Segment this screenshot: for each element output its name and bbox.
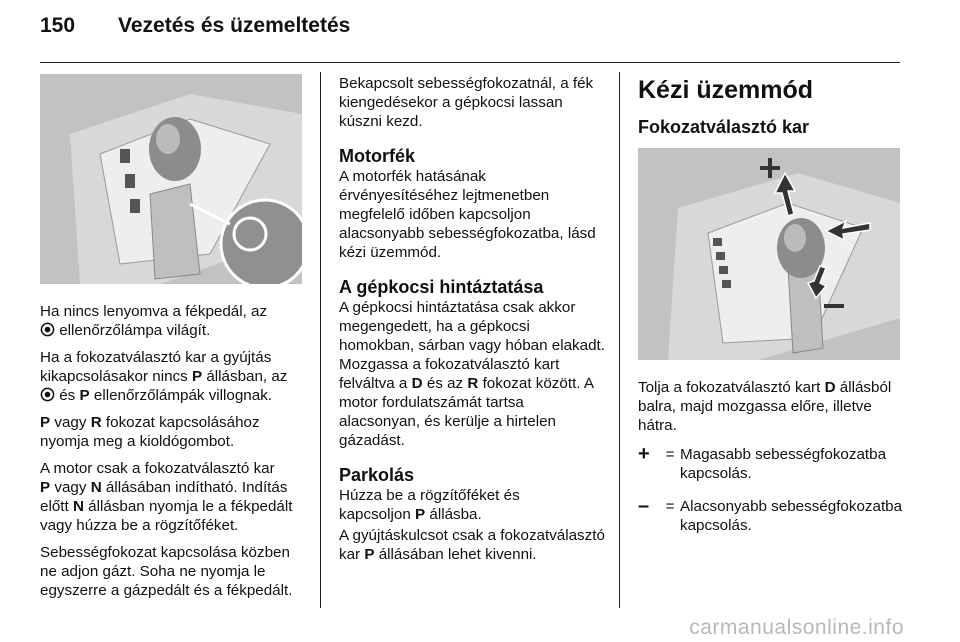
motorfek-text: A motorfék hatásának érvényesítéséhez lejtmenetben megfelelő időben kapcsoljon alacsonyabb sebességfokozatba, lásd kézi üzemmód. bbox=[339, 168, 596, 261]
minus-icon: – bbox=[638, 495, 650, 517]
release-text-2: fokozat kapcsolásához nyomja meg a kioldógombot. bbox=[40, 414, 260, 450]
page-number: 150 bbox=[40, 14, 76, 37]
gear-p-bold: P bbox=[191, 368, 203, 385]
watermark: carmanualsonline.info bbox=[689, 616, 904, 639]
ignition-text-4: ellenőrzőlámpák villognak. bbox=[93, 387, 273, 404]
gear-n-bold: N bbox=[72, 498, 84, 515]
gear-r-bold: R bbox=[90, 414, 102, 431]
creep-text: Bekapcsolt sebességfokozatnál, a fék kiengedésekor a gépkocsi lassan kúszni kezd. bbox=[339, 75, 594, 130]
def-row-plus bbox=[638, 445, 904, 483]
page-title: Vezetés és üzemeltetés bbox=[118, 14, 351, 37]
manual-text-1: Tolja a fokozatválasztó kart bbox=[638, 379, 821, 396]
gear-p-bold: P bbox=[40, 414, 51, 431]
column-2 bbox=[339, 74, 605, 572]
start-text-2: vagy bbox=[54, 479, 87, 496]
heading-parkolas: Parkolás bbox=[339, 465, 415, 485]
equals-sign: = bbox=[665, 498, 675, 515]
gear-p-bold: P bbox=[364, 546, 375, 563]
parking-text-2: kapcsoljon bbox=[339, 506, 411, 523]
def-text-upshift: Magasabb sebességfokozatba kapcsolás. bbox=[680, 446, 887, 482]
gear-n-bold: N bbox=[90, 479, 102, 496]
gear-d-bold: D bbox=[824, 379, 836, 396]
heading-hintaztatas: A gépkocsi hintáztatása bbox=[339, 277, 544, 297]
brake-warning-text-1: Ha nincs lenyomva a fékpedál, az bbox=[40, 303, 268, 320]
key-text-2: állásában lehet kivenni. bbox=[378, 546, 537, 563]
brake-lamp-icon bbox=[40, 387, 55, 402]
header-rule bbox=[40, 62, 900, 63]
rocking-text-3: fokozat között. A motor fordulatszámát tartsa alacsonyan, és kerülje a hirtelen gázadást. bbox=[339, 375, 594, 449]
rocking-text-2: és az bbox=[426, 375, 464, 392]
column-divider-2 bbox=[619, 72, 620, 608]
equals-sign: = bbox=[665, 446, 675, 463]
ignition-text-2: állásban, az bbox=[206, 368, 288, 385]
manual-text-2: állásból balra, majd mozgassa előre, illetve hátra. bbox=[638, 379, 892, 434]
ignition-text-3: és bbox=[59, 387, 76, 404]
ignition-text-1: Ha a fokozatválasztó kar a gyújtás kikapcsolásakor nincs bbox=[40, 349, 272, 385]
start-text-4: állásban nyomja le a fékpedált vagy húzza be a rögzítőféket. bbox=[40, 498, 293, 534]
column-1 bbox=[40, 74, 304, 608]
brake-warning-text-2: ellenőrzőlámpa világít. bbox=[59, 322, 211, 339]
gear-p-bold: P bbox=[79, 387, 90, 404]
gear-p-bold: P bbox=[415, 506, 426, 523]
gear-p-bold: P bbox=[40, 479, 51, 496]
brake-lamp-icon bbox=[40, 322, 55, 337]
release-text-1: vagy bbox=[54, 414, 87, 431]
shift-definition-list bbox=[638, 445, 904, 535]
gas-warning-text: Sebességfokozat kapcsolása közben ne adjon gázt. Soha ne nyomja le egyszerre a gázpedált és a fékpedált. bbox=[40, 544, 293, 599]
start-text-3: állásában indítható. Indítás előtt bbox=[40, 479, 288, 515]
heading-kezi-uzemmod: Kézi üzemmód bbox=[638, 76, 814, 104]
start-text-1: A motor csak a fokozatválasztó kar bbox=[40, 460, 275, 477]
gear-d-bold: D bbox=[411, 375, 423, 392]
key-text-1: A gyújtáskulcsot csak a fokozatválasztó kar bbox=[339, 527, 605, 563]
column-3 bbox=[638, 74, 904, 549]
parking-text-1: Húzza be a rögzítőféket és bbox=[339, 487, 520, 504]
def-text-downshift: Alacsonyabb sebességfokozatba kapcsolás. bbox=[680, 498, 903, 534]
def-row-minus bbox=[638, 497, 904, 535]
column-divider-1 bbox=[320, 72, 321, 608]
parking-text-3: állásba. bbox=[429, 506, 482, 523]
gear-r-bold: R bbox=[467, 375, 479, 392]
rocking-text-1: A gépkocsi hintáztatása csak akkor megengedett, ha a gépkocsi homokban, sárban vagy hóban elakadt. Mozgassa a fokozatválasztó kart felváltva a bbox=[339, 299, 605, 392]
manual-mode-photo bbox=[638, 148, 900, 360]
heading-fokozatvalaszto: Fokozatválasztó kar bbox=[638, 117, 810, 137]
gear-selector-photo bbox=[40, 74, 302, 284]
heading-motorfek: Motorfék bbox=[339, 146, 415, 166]
plus-icon: + bbox=[638, 443, 650, 465]
